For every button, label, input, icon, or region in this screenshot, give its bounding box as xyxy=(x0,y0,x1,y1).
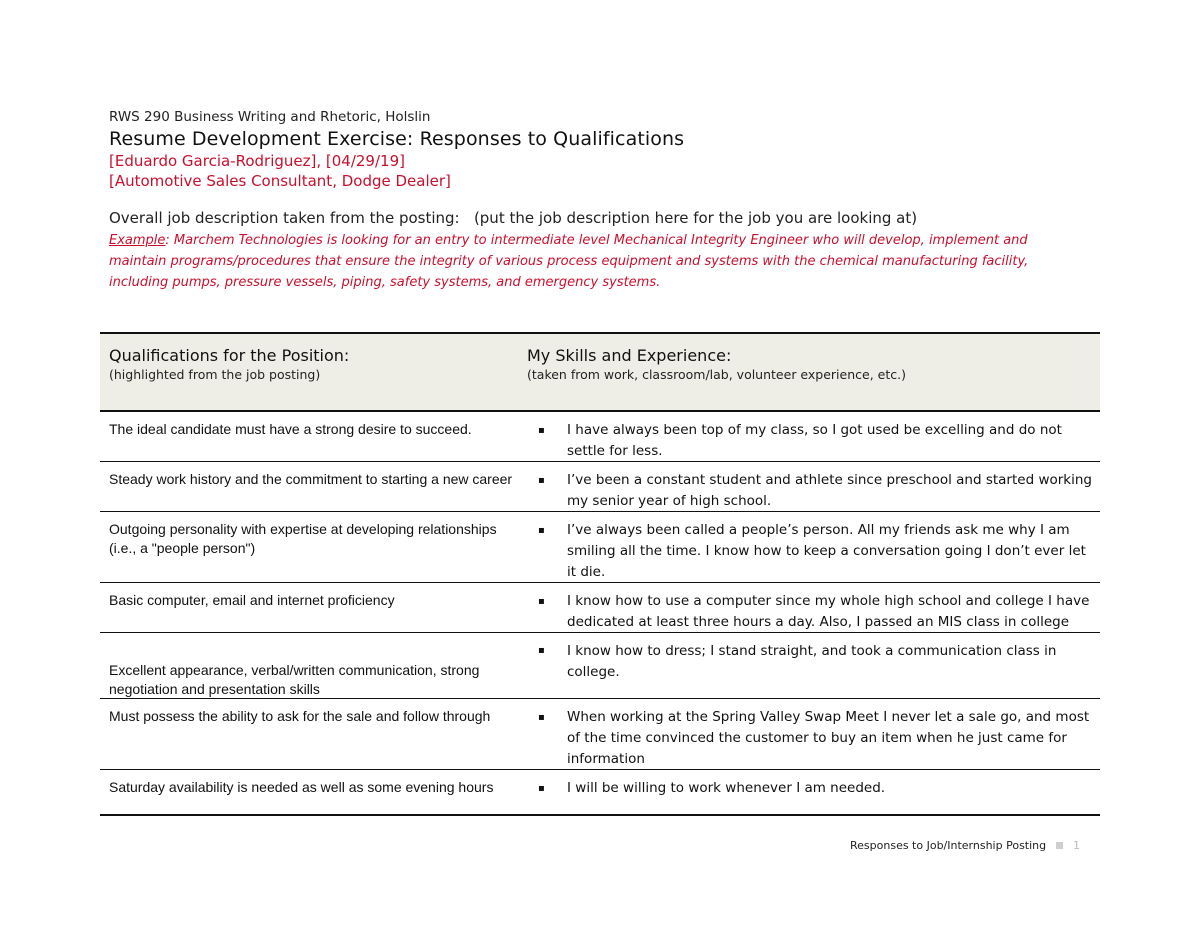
example-paragraph xyxy=(109,230,1069,293)
qualification-cell: Excellent appearance, verbal/written communication, strong negotiation and presentation skills xyxy=(109,662,480,697)
qualifications-header-cell xyxy=(109,346,349,382)
table-row xyxy=(100,583,1100,633)
qualification-cell: Outgoing personality with expertise at developing relationships (i.e., a "people person") xyxy=(109,521,497,556)
table-bottom-rule xyxy=(100,814,1100,816)
example-label: Example xyxy=(109,233,166,248)
description-note: (put the job description here for the job you are looking at) xyxy=(473,209,918,227)
target-position: [Automotive Sales Consultant, Dodge Dealer] xyxy=(109,172,451,190)
qualification-cell: The ideal candidate must have a strong desire to succeed. xyxy=(109,421,472,437)
bullet-icon: ▪ xyxy=(538,525,545,536)
qualification-cell: Basic computer, email and internet proficiency xyxy=(109,592,395,608)
qualifications-subheader: (highlighted from the job posting) xyxy=(109,367,321,382)
description-label: Overall job description taken from the posting: xyxy=(109,209,460,227)
table-row xyxy=(100,633,1100,699)
table-row xyxy=(100,412,1100,462)
bullet-icon: ▪ xyxy=(538,712,545,723)
page-number: 1 xyxy=(1073,839,1080,852)
table-row xyxy=(100,699,1100,770)
skill-cell: I will be willing to work whenever I am needed. xyxy=(567,780,886,796)
job-description-label xyxy=(109,209,917,227)
example-text: : Marchem Technologies is looking for an entry to intermediate level Mechanical Integrity Engineer who will develop, implement and maintain programs/procedures that ensure the integrity of various process equipment and systems with the chemical manufacturing facility, including pumps, pressure vessels, piping, safety systems, and emergency systems. xyxy=(109,233,1029,290)
skill-cell: I’ve been a constant student and athlete since preschool and started working my senior year of high school. xyxy=(567,472,1092,509)
qualification-cell: Must possess the ability to ask for the sale and follow through xyxy=(109,708,491,724)
skill-cell: When working at the Spring Valley Swap Meet I never let a sale go, and most of the time convinced the customer to buy an item when he just came for information xyxy=(567,709,1090,767)
skills-subheader: (taken from work, classroom/lab, volunteer experience, etc.) xyxy=(527,367,906,382)
table-row xyxy=(100,770,1100,814)
bullet-icon: ▪ xyxy=(538,783,545,794)
qualification-cell: Saturday availability is needed as well as some evening hours xyxy=(109,779,494,795)
table-row xyxy=(100,512,1100,583)
qualification-cell: Steady work history and the commitment to starting a new career xyxy=(109,471,513,487)
bullet-icon: ▪ xyxy=(538,425,545,436)
table-header xyxy=(100,334,1100,410)
footer-text: Responses to Job/Internship Posting xyxy=(850,839,1047,852)
qualifications-header: Qualifications for the Position: xyxy=(109,346,350,365)
skills-header-cell xyxy=(527,346,906,382)
skill-cell: I have always been top of my class, so I got used be excelling and do not settle for less. xyxy=(567,422,1062,459)
student-name-date: [Eduardo Garcia-Rodriguez], [04/29/19] xyxy=(109,152,405,170)
skill-cell: I’ve always been called a people’s person. All my friends ask me why I am smiling all the time. I know how to keep a conversation going I don’t ever let it die. xyxy=(567,522,1086,580)
skill-cell: I know how to dress; I stand straight, and took a communication class in college. xyxy=(567,643,1057,680)
document-title: Resume Development Exercise: Responses to Qualifications xyxy=(109,128,685,150)
skill-cell: I know how to use a computer since my whole high school and college I have dedicated at least three hours a day. Also, I passed an MIS class in college xyxy=(567,593,1090,630)
bullet-icon: ▪ xyxy=(538,596,545,607)
footer-separator-icon xyxy=(1056,842,1063,849)
course-line: RWS 290 Business Writing and Rhetoric, Holslin xyxy=(109,109,431,125)
table-row xyxy=(100,462,1100,512)
bullet-icon: ▪ xyxy=(538,475,545,486)
skills-header: My Skills and Experience: xyxy=(527,346,732,365)
bullet-icon: ▪ xyxy=(538,645,545,656)
